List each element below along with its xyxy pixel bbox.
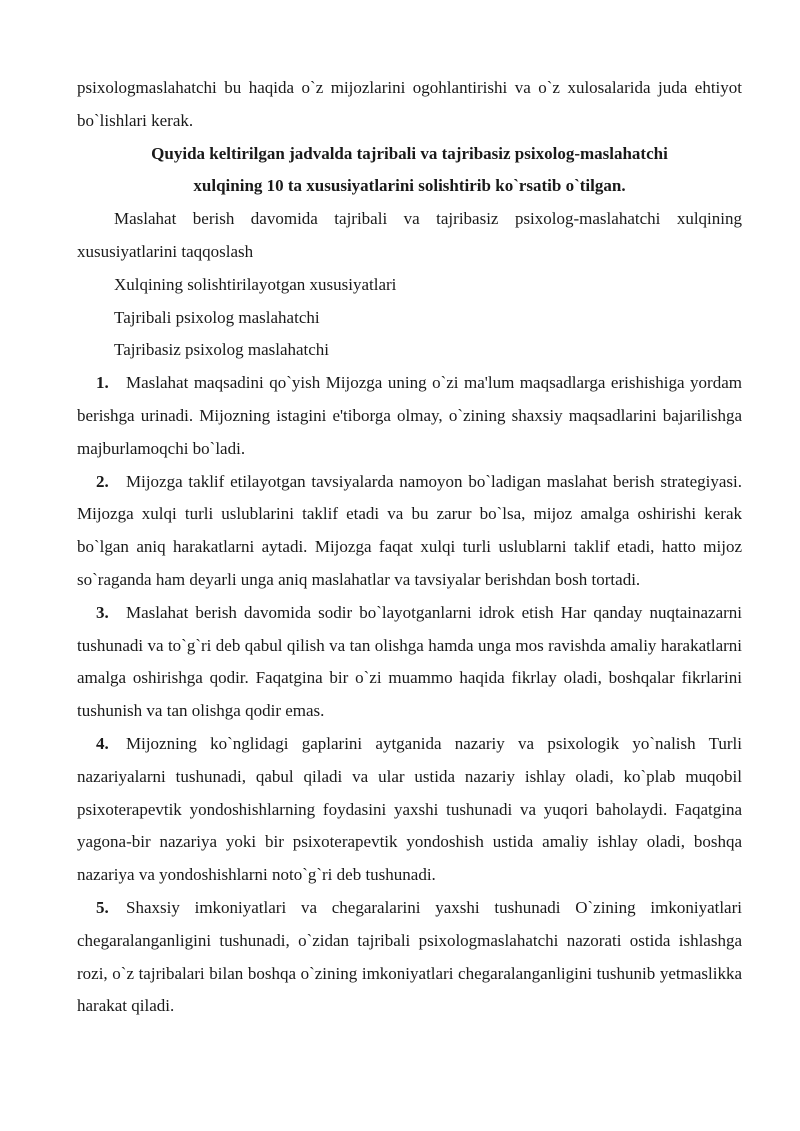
item-number: 2. [96,471,109,491]
document-page [77,72,742,1023]
list-item [77,367,742,465]
list-item [77,466,742,597]
item-number: 4. [96,733,109,753]
table-caption: Maslahat berish davomida tajribali va tajribasiz psixolog-maslahatchi xulqining xususiyatlarini taqqoslash [77,209,742,261]
list-item [77,728,742,892]
heading-line-2: xulqining 10 ta xususiyatlarini solishtirib ko`rsatib o`tilgan. [193,176,626,196]
list-item [77,892,742,1023]
heading-line-1: Quyida keltirilgan jadvalda tajribali va tajribasiz psixolog-maslahatchi [151,143,668,163]
column-header-characteristics: Xulqining solishtirilayotgan xususiyatlari [114,274,397,294]
list-item [77,597,742,728]
item-text: Maslahat maqsadini qo`yish Mijozga uning o`zi ma'lum maqsadlarga erishishiga yordam berishga urinadi. Mijozning istagini e'tiborga olmay, o`zining shaxsiy maqsadlarini bajarilishga majburlamoqchi bo`ladi. [77,373,742,458]
item-text: Mijozga taklif etilayotgan tavsiyalarda namoyon bo`ladigan maslahat berish strategiyasi. Mijozga xulqi turli uslublarini taklif etadi va bu zarur bo`lsa, mijoz amalga oshirishi kerak bo`lgan aniq harakatlarni aytadi. Mijozga faqat xulqi turli uslublarni taklif etadi, hatto mijoz so`raganda ham deyarli unga aniq maslahatlar va tavsiyalar berishdan bosh tortadi. [77,471,742,589]
intro-paragraph: psixologmaslahatchi bu haqida o`z mijozlarini ogohlantirishi va o`z xulosalarida juda ehtiyot bo`lishlari kerak. [77,78,742,130]
item-number: 1. [96,373,109,393]
item-number: 3. [96,602,109,622]
item-text: Mijozning ko`nglidagi gaplarini aytganida nazariy va psixologik yo`nalish Turli nazariyalarni tushunadi, qabul qiladi va ular ustida nazariy ishlay oladi, ko`plab muqobil psixoterapevtik yondoshishlarning foydasini yaxshi tushunadi va yuqori baholaydi. Faqatgina yagona-bir nazariya yoki bir psixoterapevtik yondoshish ustida amaliy ishlay oladi, boshqa nazariya va yondoshishlarni noto`g`ri deb tushunadi. [77,733,742,885]
item-text: Shaxsiy imkoniyatlari va chegaralarini yaxshi tushunadi O`zining imkoniyatlari chegaralanganligini tushunadi, o`zidan tajribali psixologmaslahatchi nazorati ostida ishlashga rozi, o`z tajribalari bilan boshqa o`zining imkoniyatlari chegaralanganligini tushunib yetmaslikka harakat qiladi. [77,897,742,1016]
column-header-inexperienced: Tajribasiz psixolog maslahatchi [114,340,330,360]
item-text: Maslahat berish davomida sodir bo`layotganlarni idrok etish Har qanday nuqtainazarni tushunadi va to`g`ri deb qabul qilish va tan olishga hamda unga mos ravishda amaliy harakatlarni amalga oshirishga qodir. Faqatgina bir o`zi muammo haqida fikrlay oladi, boshqalar fikrlarini tushunish va tan olishga qodir emas. [77,602,742,721]
column-header-experienced: Tajribali psixolog maslahatchi [114,307,320,327]
item-number: 5. [96,897,109,917]
